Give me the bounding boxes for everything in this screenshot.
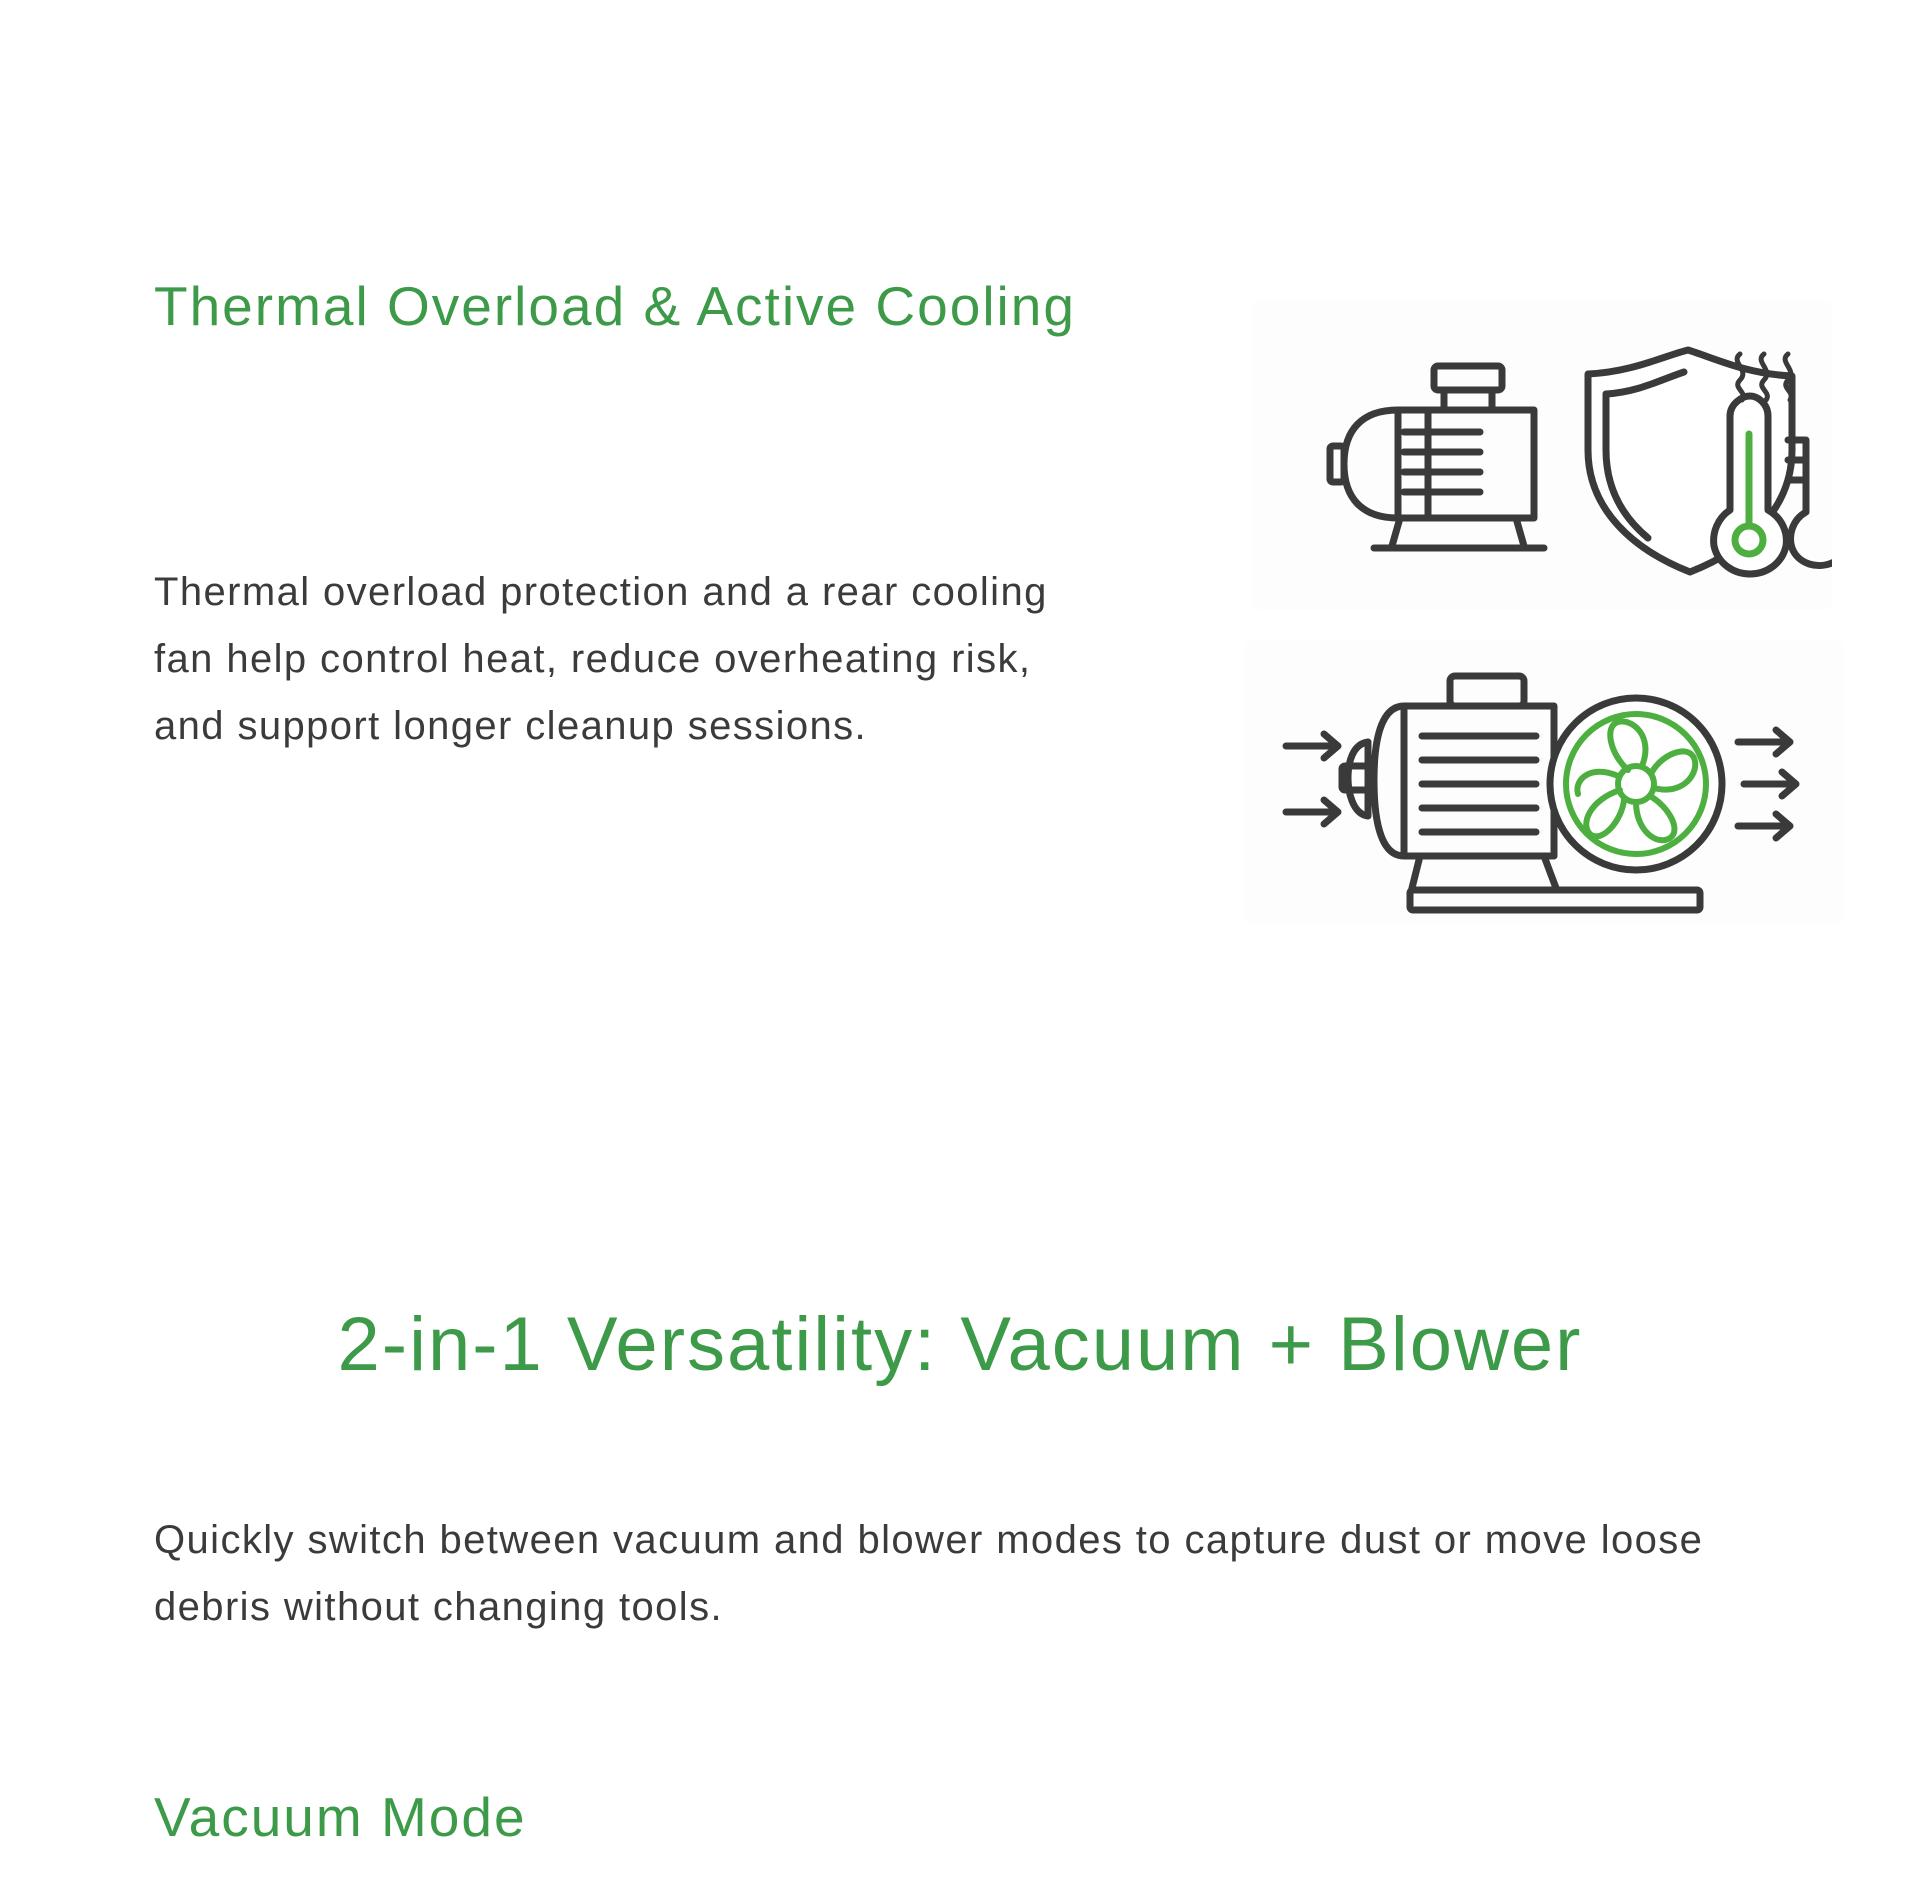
active-cooling-illustration [1244,640,1844,925]
thermal-protection-illustration [1252,300,1832,610]
thermal-section-title: Thermal Overload & Active Cooling [154,275,1076,337]
versatility-section-description: Quickly switch between vacuum and blower modes to capture dust or move loose debris without changing tools. [154,1518,1704,1629]
versatility-section-title: 2-in-1 Versatility: Vacuum + Blower [337,1302,1583,1387]
thermal-section-description: Thermal overload protection and a rear cooling fan help control heat, reduce overheating risk, and support longer cleanup sessions. [154,570,1048,748]
thermometer-icon [1252,300,1832,610]
motor-cooling-fan-icon [1244,640,1844,925]
vacuum-mode-title: Vacuum Mode [154,1786,527,1848]
